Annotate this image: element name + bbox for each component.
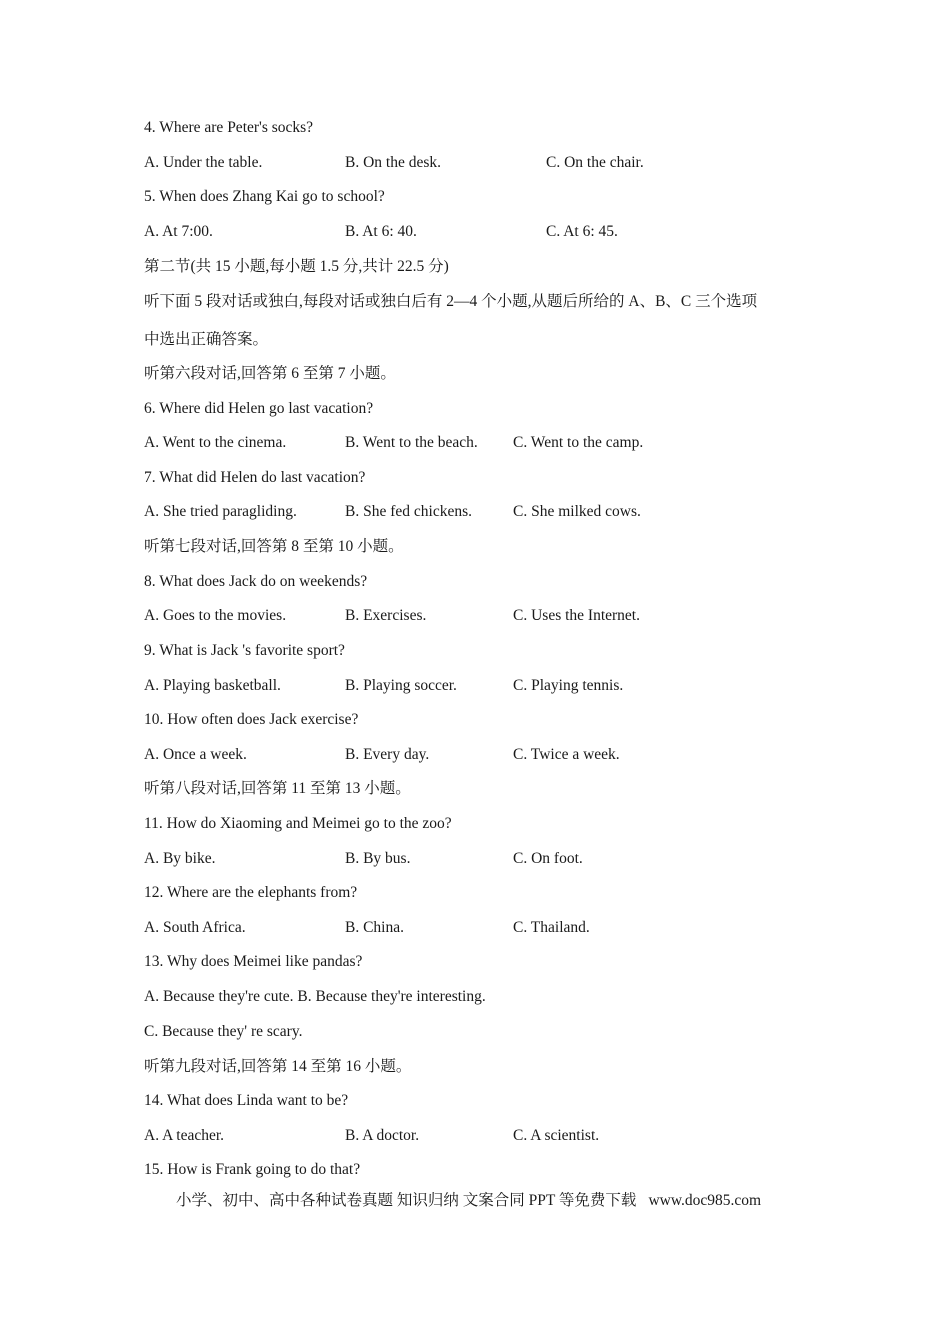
section-instructions: 听下面 5 段对话或独白,每段对话或独白后有 2—4 个小题,从题后所给的 A、B、C 三个选项 — [144, 293, 758, 310]
option-b: B. Went to the beach. — [345, 434, 478, 451]
option-c: C. Went to the camp. — [513, 434, 644, 451]
option-a: A. Under the table. — [144, 154, 263, 171]
option-a: A. A teacher. — [144, 1127, 225, 1144]
option-c: C. On the chair. — [546, 154, 644, 171]
option-b: B. Playing soccer. — [345, 677, 457, 694]
option-c: C. She milked cows. — [513, 503, 641, 520]
footer-text: 小学、初中、高中各种试卷真题 知识归纳 文案合同 PPT 等免费下载 — [176, 1192, 637, 1209]
question-stem: 4. Where are Peter's socks? — [144, 119, 314, 136]
option-a: A. She tried paragliding. — [144, 503, 297, 520]
question-stem: 15. How is Frank going to do that? — [144, 1161, 361, 1178]
question-stem: 12. Where are the elephants from? — [144, 884, 358, 901]
option-c: C. Thailand. — [513, 919, 590, 936]
option-a: A. Once a week. — [144, 746, 247, 763]
option-a: A. By bike. — [144, 850, 216, 867]
option-b: B. By bus. — [345, 850, 411, 867]
option-b: B. Every day. — [345, 746, 430, 763]
footer-url[interactable]: www.doc985.com — [648, 1192, 762, 1209]
option-a: A. Goes to the movies. — [144, 607, 287, 624]
option-b: B. A doctor. — [345, 1127, 420, 1144]
option-b: B. China. — [345, 919, 404, 936]
page-footer — [176, 1191, 761, 1211]
option-c: C. At 6: 45. — [546, 223, 618, 240]
option-a-b: A. Because they're cute. B. Because they're interesting. — [144, 988, 486, 1005]
option-b: B. At 6: 40. — [345, 223, 417, 240]
option-b: B. On the desk. — [345, 154, 442, 171]
question-stem: 14. What does Linda want to be? — [144, 1092, 349, 1109]
option-b: B. Exercises. — [345, 607, 427, 624]
question-stem: 7. What did Helen do last vacation? — [144, 469, 366, 486]
dialog-heading-6: 听第六段对话,回答第 6 至第 7 小题。 — [144, 365, 396, 382]
question-stem: 13. Why does Meimei like pandas? — [144, 953, 363, 970]
section-instructions-cont: 中选出正确答案。 — [144, 331, 269, 348]
option-a: A. At 7:00. — [144, 223, 213, 240]
question-stem: 5. When does Zhang Kai go to school? — [144, 188, 385, 205]
option-a: A. South Africa. — [144, 919, 246, 936]
option-c: C. Twice a week. — [513, 746, 620, 763]
option-a: A. Playing basketball. — [144, 677, 281, 694]
option-c: C. On foot. — [513, 850, 583, 867]
option-c: C. Because they' re scary. — [144, 1023, 303, 1040]
dialog-heading-9: 听第九段对话,回答第 14 至第 16 小题。 — [144, 1058, 412, 1075]
option-c: C. Uses the Internet. — [513, 607, 640, 624]
dialog-heading-8: 听第八段对话,回答第 11 至第 13 小题。 — [144, 780, 411, 797]
question-stem: 6. Where did Helen go last vacation? — [144, 400, 374, 417]
option-a: A. Went to the cinema. — [144, 434, 287, 451]
question-stem: 9. What is Jack 's favorite sport? — [144, 642, 345, 659]
section-heading: 第二节(共 15 小题,每小题 1.5 分,共计 22.5 分) — [144, 258, 449, 275]
dialog-heading-7: 听第七段对话,回答第 8 至第 10 小题。 — [144, 538, 404, 555]
question-stem: 11. How do Xiaoming and Meimei go to the zoo? — [144, 815, 452, 832]
question-stem: 10. How often does Jack exercise? — [144, 711, 359, 728]
option-c: C. A scientist. — [513, 1127, 600, 1144]
option-c: C. Playing tennis. — [513, 677, 624, 694]
option-b: B. She fed chickens. — [345, 503, 472, 520]
question-stem: 8. What does Jack do on weekends? — [144, 573, 368, 590]
